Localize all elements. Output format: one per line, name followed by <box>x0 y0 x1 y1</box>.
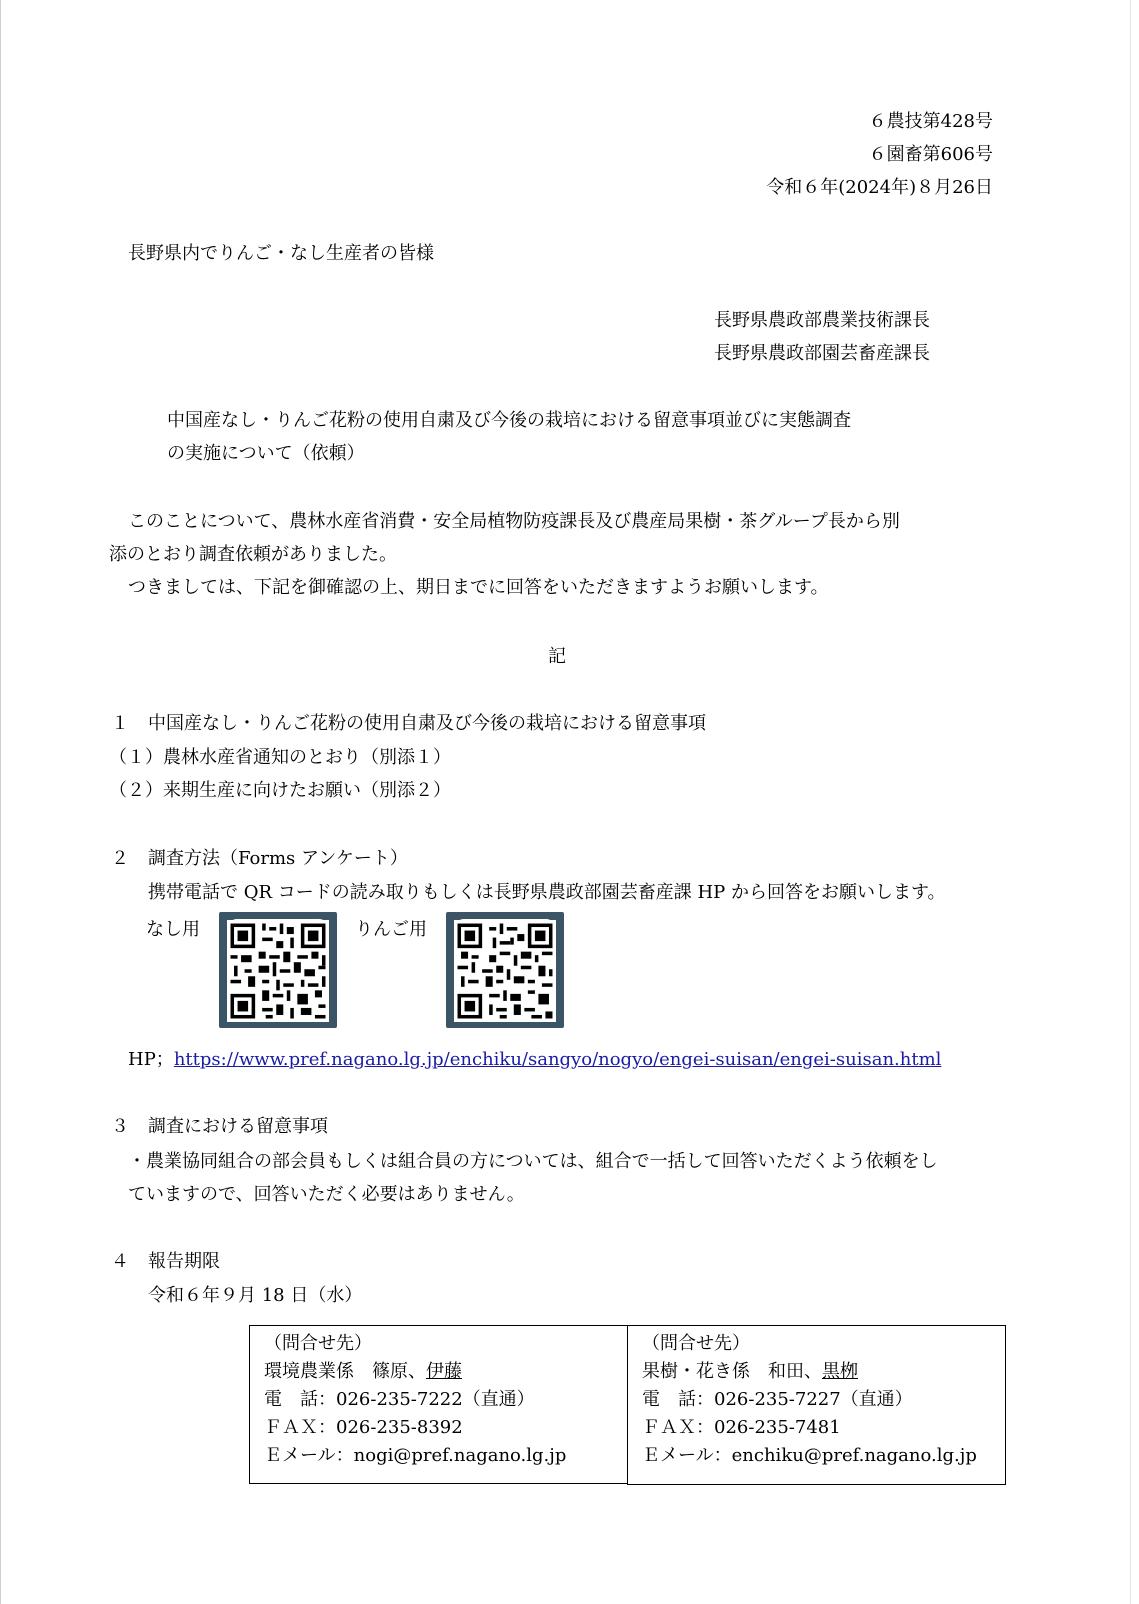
section-2-text: 携帯電話で QR コードの読み取りもしくは長野県農政部園芸畜産課 HP から回答をお願いします。 <box>148 882 946 903</box>
qr-nashi-label: なし用 <box>146 919 200 940</box>
report-deadline: 令和６年９月 18 日（水） <box>148 1285 363 1306</box>
section-1-number: １ <box>111 713 129 734</box>
document-date: 令和６年(2024年)８月26日 <box>766 177 993 198</box>
qr-ringo-label: りんご用 <box>355 919 427 940</box>
contact-1-email: Ｅメール：nogi@pref.nagano.lg.jp <box>264 1445 567 1466</box>
section-1-item-1: （１）農林水産省通知のとおり（別添１） <box>109 747 451 768</box>
doc-number-1: ６農技第428号 <box>868 111 993 132</box>
section-2-number: ２ <box>111 848 129 869</box>
contact-2-team-prefix: 果樹・花き係 和田、 <box>642 1361 822 1382</box>
subject-line-2: の実施について（依頼） <box>167 443 365 464</box>
contact-2-fax: ＦＡＸ：026-235-7481 <box>642 1417 841 1438</box>
contact-1-title: （問合せ先） <box>264 1333 372 1354</box>
section-4-heading: 報告期限 <box>148 1251 220 1272</box>
contact-box-environment <box>249 1325 628 1484</box>
hp-line <box>128 1048 941 1072</box>
contact-1-fax: ＦＡＸ：026-235-8392 <box>264 1417 463 1438</box>
page-left-edge <box>0 0 1 1604</box>
section-3-number: ３ <box>111 1116 129 1137</box>
section-1-heading: 中国産なし・りんご花粉の使用自粛及び今後の栽培における留意事項 <box>148 713 706 734</box>
contact-1-team-prefix: 環境農業係 篠原、 <box>264 1361 426 1382</box>
section-4-number: ４ <box>111 1251 129 1272</box>
section-2-heading: 調査方法（Forms アンケート） <box>148 848 408 869</box>
section-3-heading: 調査における留意事項 <box>148 1116 328 1137</box>
contact-1-team-person: 伊藤 <box>426 1361 462 1382</box>
qr-code-ringo[interactable] <box>446 912 564 1028</box>
section-3-line-2: ていますので、回答いただく必要はありません。 <box>128 1184 525 1205</box>
contact-2-title: （問合せ先） <box>642 1333 750 1354</box>
body-paragraph-1-line-1: このことについて、農林水産省消費・安全局植物防疫課長及び農産局果樹・茶グループ長から別 <box>128 511 900 532</box>
contact-2-team <box>642 1360 858 1384</box>
page-right-edge <box>1130 0 1131 1604</box>
sender-1: 長野県農政部農業技術課長 <box>714 310 930 331</box>
contact-2-team-person: 黒栁 <box>822 1361 858 1382</box>
hp-label: HP； <box>128 1049 174 1070</box>
subject-line-1: 中国産なし・りんご花粉の使用自粛及び今後の栽培における留意事項並びに実態調査 <box>167 410 851 431</box>
body-paragraph-2: つきましては、下記を御確認の上、期日までに回答をいただきますようお願いします。 <box>128 577 829 598</box>
ki-heading: 記 <box>548 646 566 667</box>
doc-number-2: ６園畜第606号 <box>868 144 993 165</box>
hp-link[interactable]: https://www.pref.nagano.lg.jp/enchiku/sangyo/nogyo/engei-suisan/engei-suisan.html <box>173 1049 942 1070</box>
sender-2: 長野県農政部園芸畜産課長 <box>714 343 930 364</box>
qr-code-nashi-icon <box>227 920 329 1022</box>
section-3-line-1: ・農業協同組合の部会員もしくは組合員の方については、組合で一括して回答いただくよう依頼をし <box>128 1151 938 1172</box>
contact-2-email: Ｅメール：enchiku@pref.nagano.lg.jp <box>642 1445 977 1466</box>
section-1-item-2: （２）来期生産に向けたお願い（別添２） <box>109 780 451 801</box>
qr-code-nashi[interactable] <box>219 912 337 1028</box>
qr-code-ringo-icon <box>454 920 556 1022</box>
contact-2-tel: 電 話：026-235-7227（直通） <box>642 1389 913 1410</box>
contact-1-tel: 電 話：026-235-7222（直通） <box>264 1389 535 1410</box>
contact-1-team <box>264 1360 462 1384</box>
body-paragraph-1-line-2: 添のとおり調査依頼がありました。 <box>109 544 397 565</box>
addressee: 長野県内でりんご・なし生産者の皆様 <box>128 243 434 264</box>
contact-box-fruit <box>627 1325 1006 1485</box>
